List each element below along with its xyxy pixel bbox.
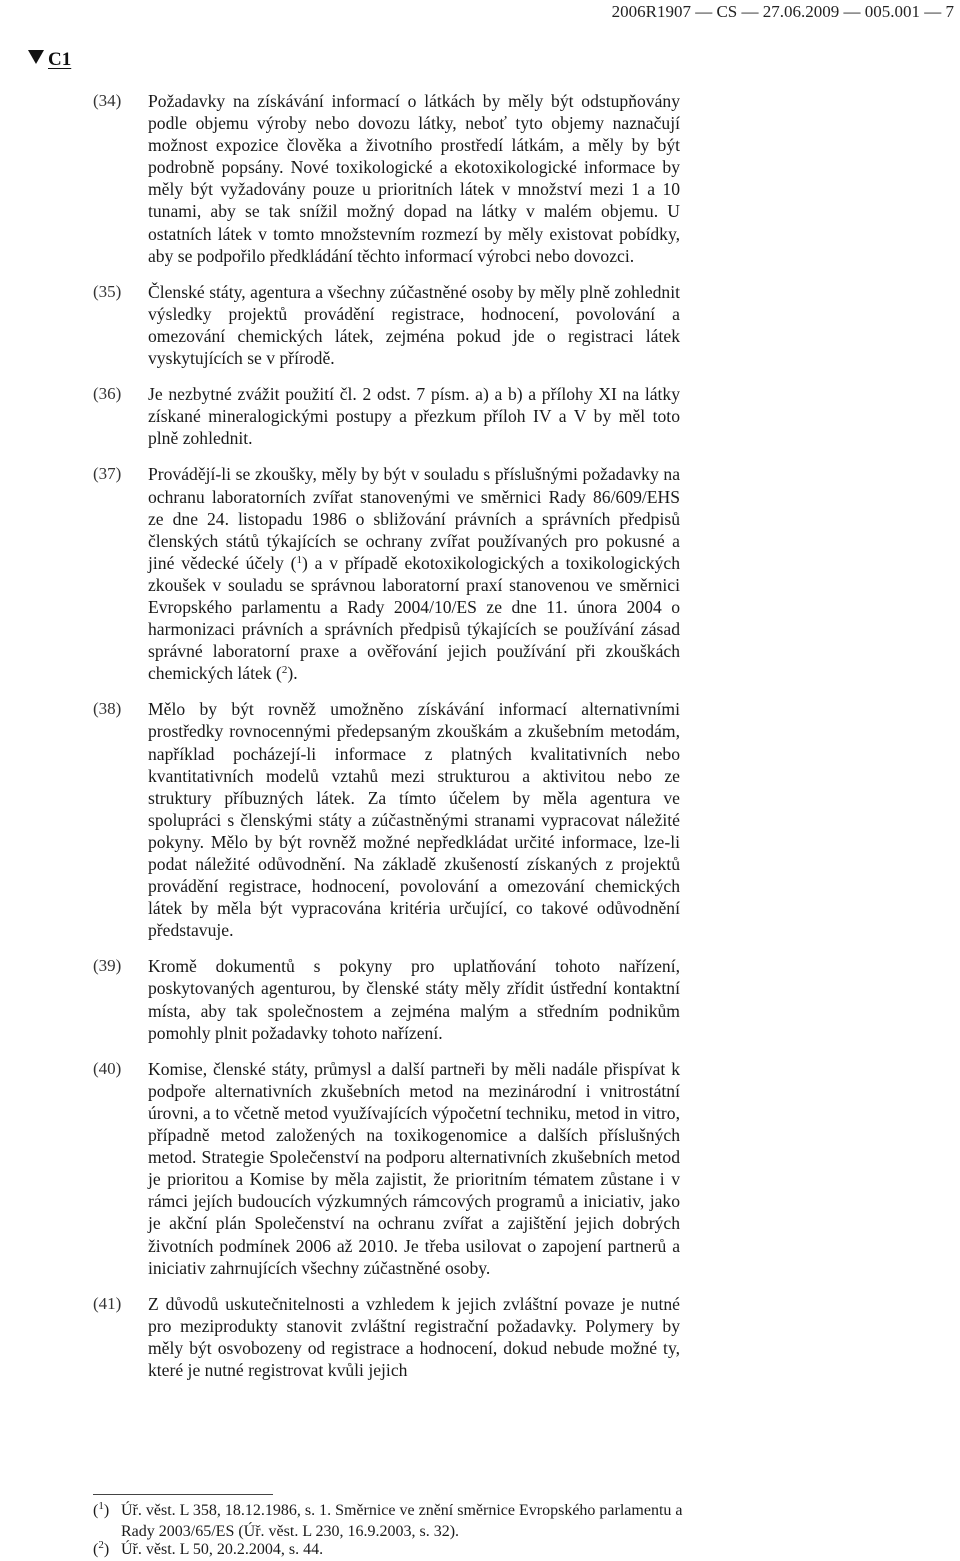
recital-number: (36)	[93, 384, 122, 404]
recital-number: (34)	[93, 91, 122, 110]
recital-37	[93, 463, 680, 684]
recital-text-part: ).	[287, 663, 298, 684]
recital-number: (38)	[93, 699, 122, 719]
recital-38	[93, 698, 680, 941]
amendment-marker	[28, 48, 71, 72]
recitals-list	[0, 90, 960, 1395]
recital-number: (39)	[93, 956, 122, 976]
recital-34	[93, 90, 680, 267]
footnote-ref-2[interactable]: 2	[281, 664, 288, 677]
triangle-down-icon	[28, 50, 44, 64]
recital-text: Je nezbytné zvážit použití čl. 2 odst. 7 písm. a) a b) a přílohy XI na látky získané mineralogickými postupy a přezkum příloh IV a V by měl toto plně zohlednit.	[148, 384, 680, 449]
recital-number: (41)	[93, 1293, 122, 1313]
footnote-divider	[93, 1494, 273, 1495]
footnote-number: ($^1$)	[93, 1500, 110, 1519]
recital-text: Členské státy, agentura a všechny zúčastněné osoby by měly plně zohlednit výsledky projektů provádění registrace, hodnocení, povolování a omezování chemických látek, zejména pokud jde o registraci látek vyskytujících se v přírodě.	[148, 281, 680, 369]
running-header: 2006R1907 — CS — 27.06.2009 — 005.001 — 7	[611, 2, 954, 21]
recital-text	[148, 463, 680, 684]
recital-text: Požadavky na získávání informací o látkách by měly být odstupňovány podle objemu výroby nebo dovozu látky, neboť tyto objemy naznačují možnost expozice člověka a životního prostředí látkám, a měly by být podrobně popsány. Nové toxikologické a ekotoxikologické informace by měly být vyžadovány pouze u prioritních látek v množství mezi 1 a 10 tunami, aby se tak snížil možný dopad na látky v malém objemu. U ostatních látek v tomto množstevním rozmezí by měly existovat pobídky, aby se podpořilo předkládání těchto informací výrobci nebo dovozci.	[148, 91, 680, 266]
recital-text: Z důvodů uskutečnitelnosti a vzhledem k jejich zvláštní povaze je nutné pro meziprodukty stanovit zvláštní registrační požadavky. Polymery by měly být osvobozeny od registrace a hodnocení, dokud nebude možné ty, které je nutné registrovat kvůli jejich	[148, 1293, 680, 1380]
recital-number: (37)	[93, 464, 122, 484]
footnote-ref-1[interactable]: 1	[296, 553, 302, 566]
recital-40	[93, 1058, 680, 1279]
recital-text: Mělo by být rovněž umožněno získávání informací alternativními prostředky rovnocennými předepsaným zkouškám a zkušebním metodám, například pocházejí-li informace z platných kvalitativních nebo kvantitativních modelů vztahů mezi strukturou a aktivitou nebo ze struktury příbuzných látek. Za tímto účelem by měla agentura ve spolupráci s členskými státy a zúčastněnými stranami vypracovat náležité pokyny. Mělo by být rovněž možné nepředkládat určité informace, lze-li podat náležité odůvodnění. Na základě zkušeností získaných z projektů provádění registrace, hodnocení, povolování a omezování chemických látek by měla být vypracována kritéria určující, co takové odůvodnění představuje.	[148, 699, 680, 941]
footnote-text: Úř. věst. L 50, 20.2.2004, s. 44.	[121, 1541, 324, 1558]
recital-text-part: ) a v případě ekotoxikologických a toxikologických zkoušek v souladu se správnou laboratorní praxí stanovenou ve směrnici Evropského parlamentu a Rady 2004/10/ES ze dne 11. února 2004 o harmonizaci právních a správních předpisů týkajících se používání zásad správné laboratorní praxe a ověřování jejich používání při zkouškách chemických látek (	[148, 552, 680, 684]
recital-text-part: Provádějí-li se zkoušky, měly by být v souladu s příslušnými požadavky na ochranu laboratorních zvířat stanovenými ve směrnici Rady 86/609/EHS ze dne 24. listopadu 1986 o sbližování právních a správních předpisů členských států týkajících se ochrany zvířat používaných pro pokusné a jiné vědecké účely (	[148, 464, 680, 573]
footnote-number: ($^2$)	[93, 1539, 110, 1558]
recital-39	[93, 955, 680, 1043]
recital-36	[93, 383, 680, 449]
recital-41	[93, 1293, 680, 1381]
footnote-1	[93, 1500, 713, 1542]
recital-text: Komise, členské státy, průmysl a další partneři by měli nadále přispívat k podpoře alternativních zkušebních metod na mezinárodní i vnitrostátní úrovni, a to včetně metod využívajících výpočetní techniku, metod in vitro, případně metod založených na toxikogenomice a dalších příslušných metod. Strategie Společenství na podporu alternativních zkušebních metod je prioritou a Komise by měla zajistit, že prioritním tématem zůstane i v rámci jejích budoucích výzkumných rámcových programů a iniciativ, jako je akční plán Společenství na ochranu zvířat a zajištění jejich dobrých životních podmínek 2006 až 2010. Je třeba usilovat o zapojení partnerů a iniciativ zahrnujících všechny zúčastněné osoby.	[148, 1058, 680, 1278]
recital-text: Kromě dokumentů s pokyny pro uplatňování tohoto nařízení, poskytovaných agenturou, by členské státy měly zřídit ústřední kontaktní místa, aby tak společnostem a zejména malým a středním podnikům pomohly plnit požadavky tohoto nařízení.	[148, 956, 680, 1043]
amendment-code: C1	[48, 49, 72, 70]
footnote-2	[93, 1539, 713, 1560]
footnote-text: Úř. věst. L 358, 18.12.1986, s. 1. Směrnice ve znění směrnice Evropského parlamentu a Rady 2003/65/ES (Úř. věst. L 230, 16.9.2003, s. 32).	[121, 1502, 683, 1540]
recital-35	[93, 281, 680, 369]
recital-number: (40)	[93, 1058, 122, 1078]
recital-number: (35)	[93, 281, 122, 301]
